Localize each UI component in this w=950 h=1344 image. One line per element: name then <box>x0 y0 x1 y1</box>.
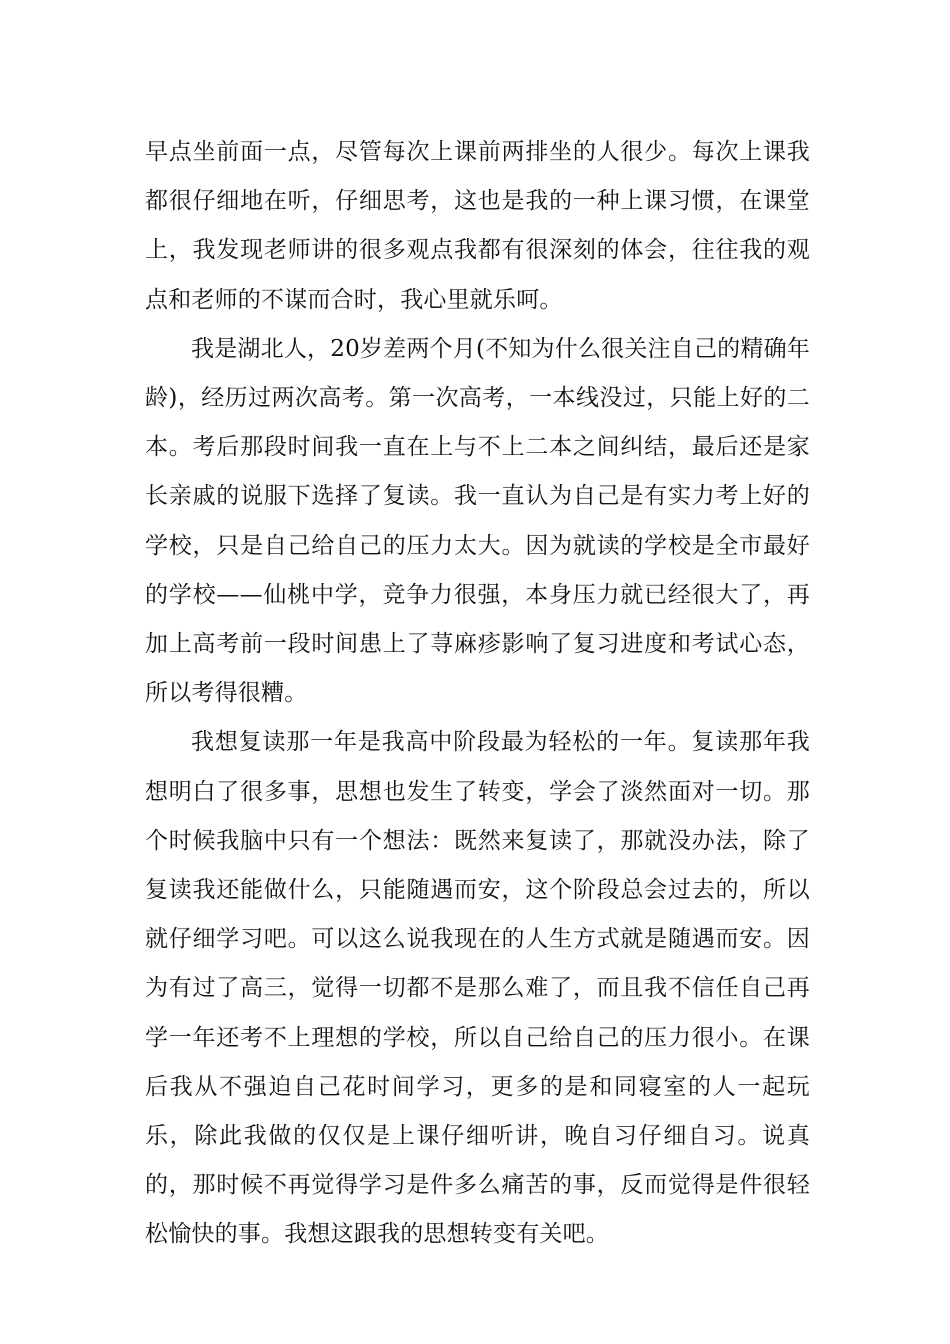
document-body <box>145 128 810 1260</box>
paragraph-2: 我是湖北人，20岁差两个月(不知为什么很关注自己的精确年龄)，经历过两次高考。第一次高考，一本线没过，只能上好的二本。考后那段时间我一直在上与不上二本之间纠结，最后还是家长亲戚的说服下选择了复读。我一直认为自己是有实力考上好的学校，只是自己给自己的压力太大。因为就读的学校是全市最好的学校——仙桃中学，竞争力很强，本身压力就已经很大了，再加上高考前一段时间患上了荨麻疹影响了复习进度和考试心态，所以考得很糟。 <box>145 335 810 707</box>
paragraph-3: 我想复读那一年是我高中阶段最为轻松的一年。复读那年我想明白了很多事，思想也发生了转变，学会了淡然面对一切。那个时候我脑中只有一个想法：既然来复读了，那就没办法，除了复读我还能做什么，只能随遇而安，这个阶段总会过去的，所以就仔细学习吧。可以这么说我现在的人生方式就是随遇而安。因为有过了高三，觉得一切都不是那么难了，而且我不信任自己再学一年还考不上理想的学校，所以自己给自己的压力很小。在课后我从不强迫自己花时间学习，更多的是和同寝室的人一起玩乐，除此我做的仅仅是上课仔细听讲，晚自习仔细自习。说真的，那时候不再觉得学习是件多么痛苦的事，反而觉得是件很轻松愉快的事。我想这跟我的思想转变有关吧。 <box>145 729 810 1248</box>
paragraph-1: 早点坐前面一点，尽管每次上课前两排坐的人很少。每次上课我都很仔细地在听，仔细思考，这也是我的一种上课习惯，在课堂上，我发现老师讲的很多观点我都有很深刻的体会，往往我的观点和老师的不谋而合时，我心里就乐呵。 <box>145 139 810 313</box>
